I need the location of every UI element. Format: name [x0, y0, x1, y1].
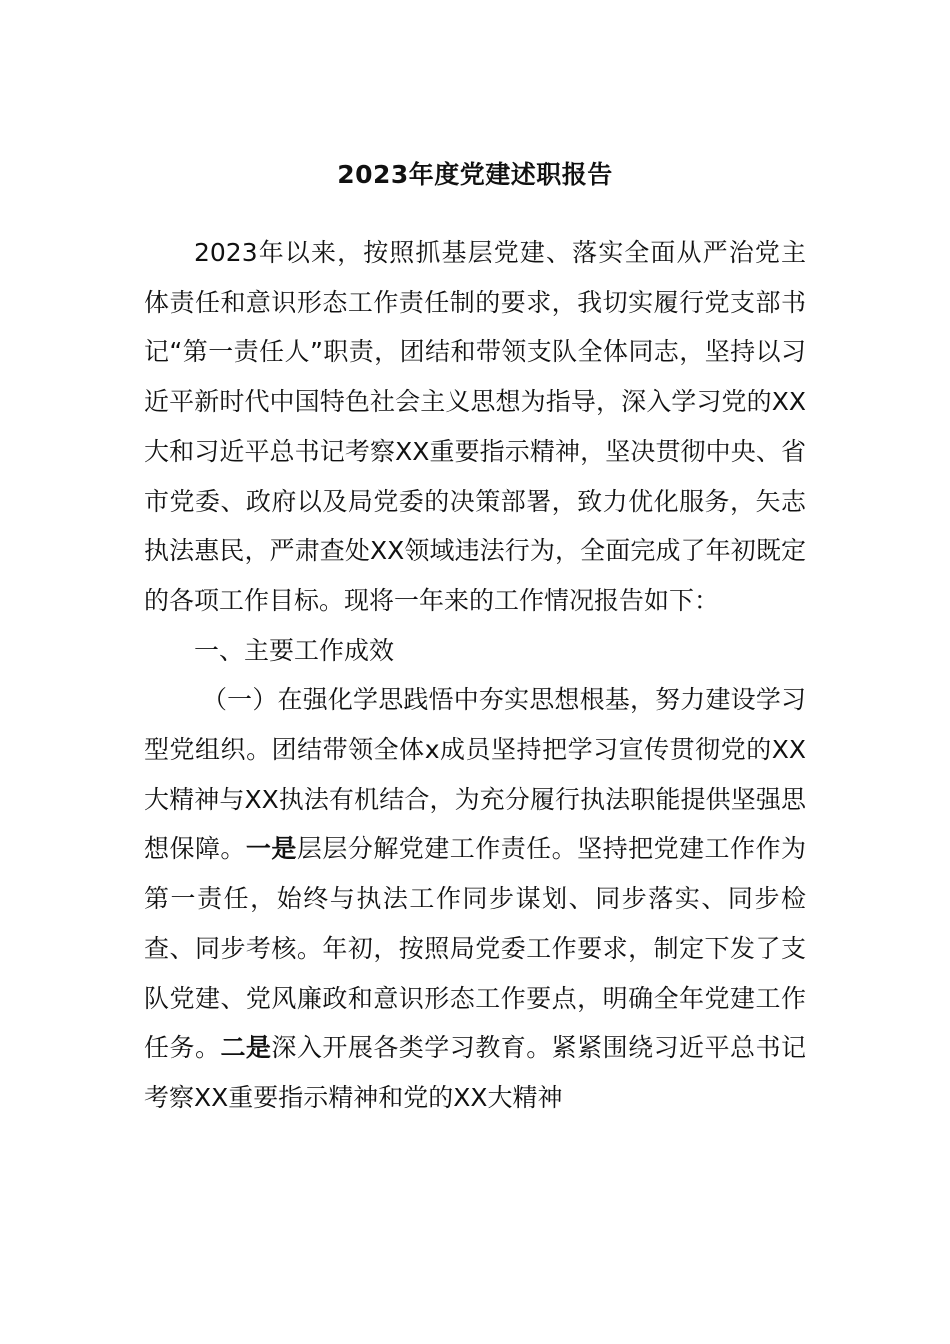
- point-label: 二是: [220, 1033, 272, 1063]
- intro-paragraph: 2023年以来，按照抓基层党建、落实全面从严治党主体责任和意识形态工作责任制的要求，我切实履行党支部书记“第一责任人”职责，团结和带领支队全体同志，坚持以习近平新时代中国特色社会主义思想为指导，深入学习党的XX大和习近平总书记考察XX重要指示精神，坚决贯彻中央、省市党委、政府以及局党委的决策部署，致力优化服务，矢志执法惠民，严肃查处XX领域违法行为，全面完成了年初既定的各项工作目标。现将一年来的工作情况报告如下：: [144, 238, 806, 615]
- point-label: 一是: [245, 834, 297, 864]
- point-text: 深入开展各类学习教育。紧紧围绕习近平总书记考察XX重要指示精神和党的XX大精神: [144, 1033, 806, 1112]
- section-heading: 一、主要工作成效: [194, 635, 395, 665]
- document-title: 2023年度党建述职报告: [337, 160, 613, 189]
- subsection-paragraph: [144, 675, 806, 1122]
- point-text: 层层分解党建工作责任。坚持把党建工作作为第一责任，始终与执法工作同步谋划、同步落实、同步检查、同步考核。年初，按照局党委工作要求，制定下发了支队党建、党风廉政和意识形态工作要点，明确全年党建工作任务。: [144, 834, 806, 1063]
- subsection-lead: （一）在强化学思践悟中夯实思想根基，努力建设学习型党组织。团结带领全体x成员坚持把学习宣传贯彻党的XX大精神与XX执法有机结合，为充分履行执法职能提供坚强思想保障。: [144, 685, 806, 864]
- document-body: [144, 228, 806, 1123]
